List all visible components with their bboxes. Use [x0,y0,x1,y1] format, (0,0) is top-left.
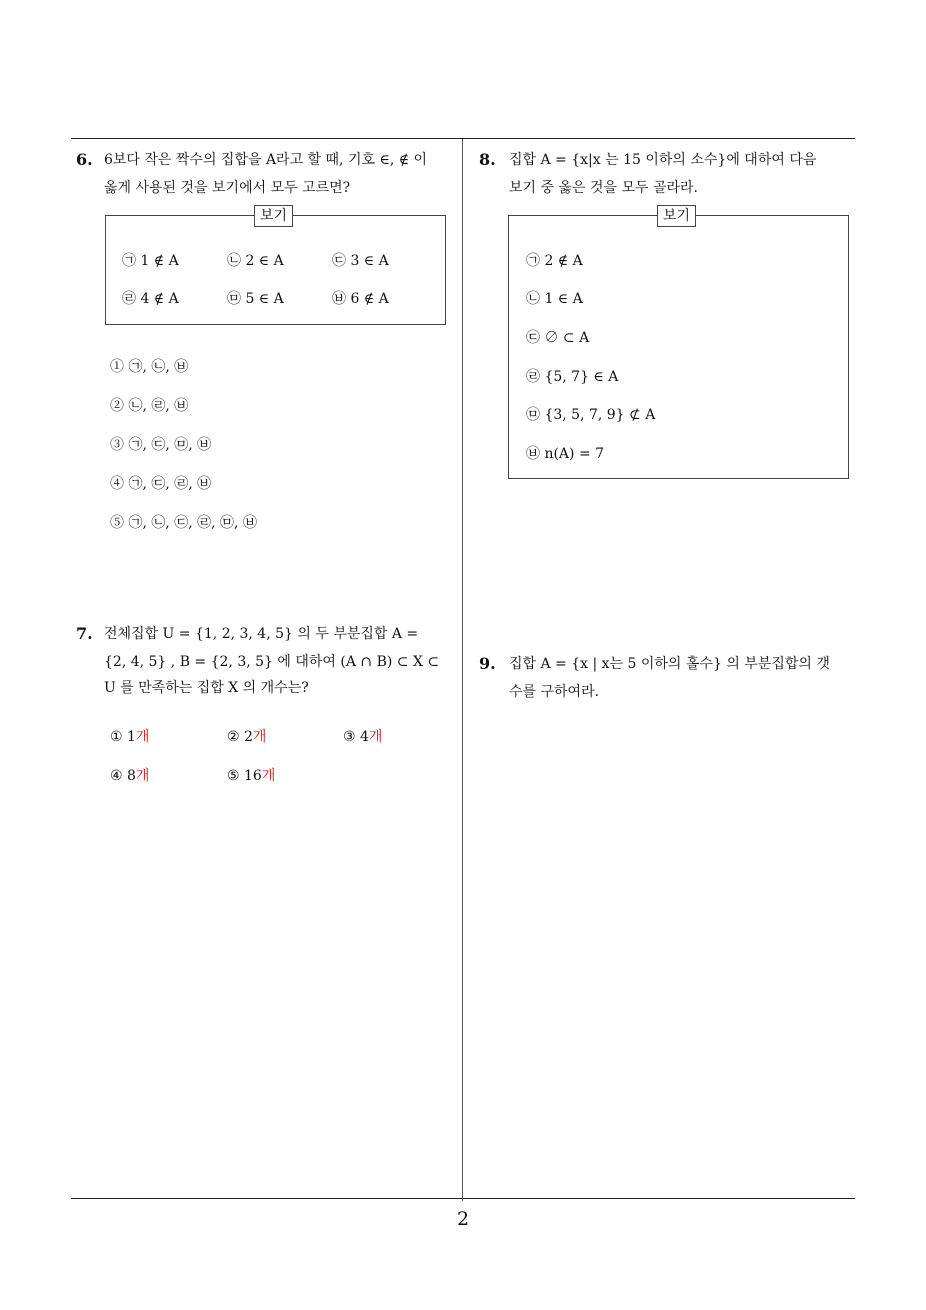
option-unit: 개 [261,768,276,784]
answer-option-2[interactable]: ② ㉡, ㉣, ㉥ [110,398,189,414]
answer-option-3[interactable]: ③ ㉠, ㉢, ㉤, ㉥ [110,437,212,453]
option-value: ② 2 [227,729,253,745]
option-unit: 개 [368,729,383,745]
bogi-item: ㉥ 6 ∉ A [332,291,389,307]
bogi-box [105,215,446,325]
bogi-title: 보기 [254,205,293,227]
question-text-line-2: 옳게 사용된 것을 보기에서 모두 고르면? [104,180,351,196]
bogi-title: 보기 [657,205,696,227]
option-value: ④ 8 [110,768,136,784]
answer-option-1[interactable]: ① ㉠, ㉡, ㉥ [110,359,189,375]
bogi-item: ㉤ {3, 5, 7, 9} ⊄ A [526,407,656,423]
question-number: 9. [479,654,496,673]
option-value: ⑤ 16 [227,768,262,784]
option-value: ③ 4 [343,729,369,745]
question-text-line-2: {2, 4, 5} , B = {2, 3, 5} 에 대하여 (A ∩ B) ⊂ X ⊂ [104,654,440,670]
bogi-item: ㉢ 3 ∈ A [332,253,389,269]
answer-option-3[interactable] [343,726,382,746]
question-text-line-2: 수를 구하여라. [509,684,600,700]
question-text-line-1: 집합 A = {x|x 는 15 이하의 소수}에 대하여 다음 [509,152,817,168]
bottom-rule [71,1198,855,1199]
answer-option-5[interactable] [227,765,275,785]
page-number: 2 [456,1208,470,1230]
bogi-item: ㉤ 5 ∈ A [227,291,284,307]
bogi-item: ㉣ 4 ∉ A [122,291,179,307]
column-divider [462,139,463,1201]
option-value: ① 1 [110,729,136,745]
answer-option-2[interactable] [227,726,266,746]
bogi-item: ㉣ {5, 7} ∈ A [526,369,619,385]
top-rule [71,138,855,139]
bogi-item: ㉢ ∅ ⊂ A [526,330,590,346]
question-number: 6. [76,150,93,169]
answer-option-1[interactable] [110,726,149,746]
bogi-item: ㉡ 2 ∈ A [227,253,284,269]
option-unit: 개 [135,729,150,745]
answer-option-4[interactable]: ④ ㉠, ㉢, ㉣, ㉥ [110,476,212,492]
bogi-item: ㉠ 2 ∉ A [526,253,583,269]
question-text-line-3: U 를 만족하는 집합 X 의 개수는? [104,680,309,696]
question-text-line-2: 보기 중 옳은 것을 모두 골라라. [509,180,698,196]
question-text-line-1: 전체집합 U = {1, 2, 3, 4, 5} 의 두 부분집합 A = [104,626,419,642]
question-text-line-1: 6보다 작은 짝수의 집합을 A라고 할 때, 기호 ∈, ∉ 이 [104,152,428,168]
bogi-item: ㉥ n(A) = 7 [526,446,605,462]
bogi-item: ㉠ 1 ∉ A [122,253,179,269]
option-unit: 개 [252,729,267,745]
question-number: 7. [76,624,93,643]
question-number: 8. [479,150,496,169]
question-text-line-1: 집합 A = {x | x는 5 이하의 홀수} 의 부분집합의 갯 [509,656,830,672]
answer-option-5[interactable]: ⑤ ㉠, ㉡, ㉢, ㉣, ㉤, ㉥ [110,515,257,531]
answer-option-4[interactable] [110,765,149,785]
bogi-item: ㉡ 1 ∈ A [526,291,583,307]
option-unit: 개 [135,768,150,784]
